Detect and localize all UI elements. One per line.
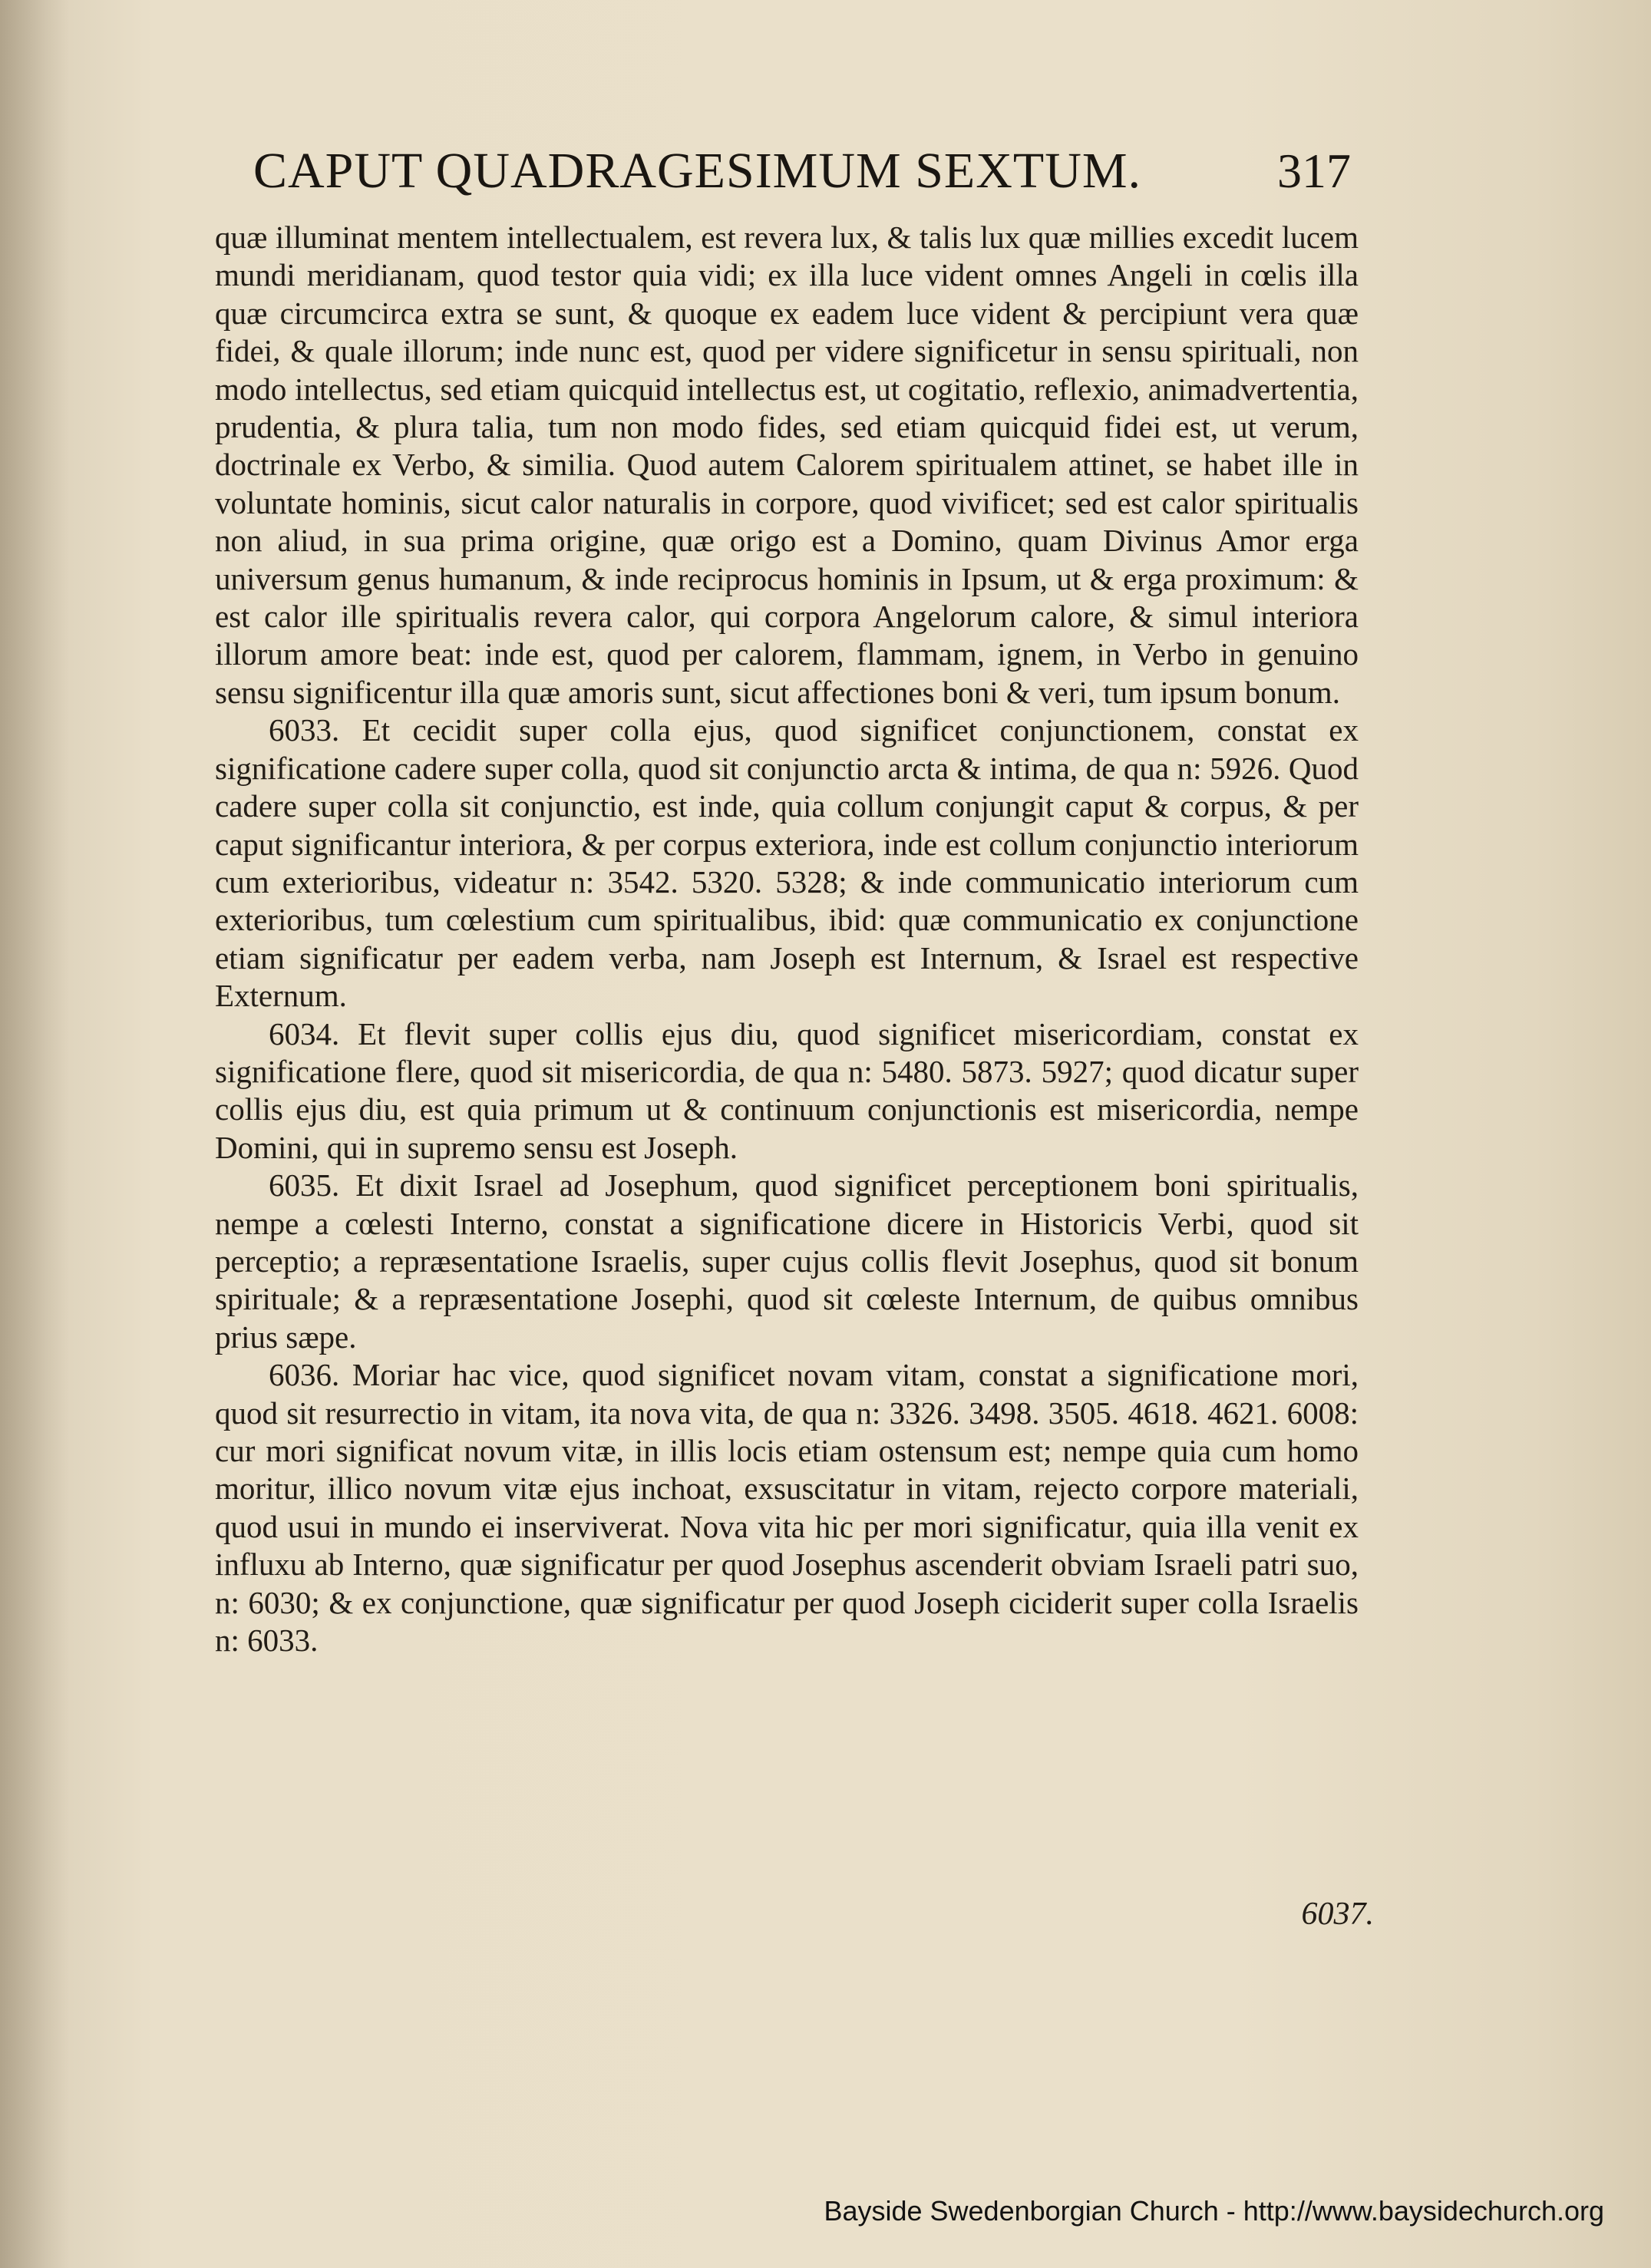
watermark-credit: Bayside Swedenborgian Church - http://www.baysidechurch.org [824, 2195, 1604, 2227]
paragraph-6036: 6036. Moriar hac vice, quod significet novam vitam, constat a significatione mori, quod sit resurrectio in vitam, ita nova vita, de qua n: 3326. 3498. 3505. 4618. 4621. 6008: cur mori significat novum vitæ, in illis locis etiam ostensum est; nempe quia cum homo moritur, illico novum vitæ ejus inchoat, exsuscitatur in vitam, rejecto corpore materiali, quod usui in mundo ei inserviverat. Nova vita hic per mori significatur, quia illa venit ex influxu ab Interno, quæ significatur per quod Josephus ascenderit obviam Israeli patri suo, n: 6030; & ex conjunctione, quæ significatur per quod Joseph ciciderit super colla Israelis n: 6033. [215, 1357, 1359, 1659]
body-text [215, 219, 1359, 1659]
paragraph-continuation: quæ illuminat mentem intellectualem, est revera lux, & talis lux quæ millies excedit lucem mundi meridianam, quod testor quia vidi; ex illa luce vident omnes Angeli in cœlis illa quæ circumcirca extra se sunt, & quoque ex eadem luce vident & percipiunt vera quæ fidei, & quale illorum; inde nunc est, quod per videre significetur in sensu spirituali, non modo intellectus, sed etiam quicquid intellectus est, ut cogitatio, reflexio, animadvertentia, prudentia, & plura talia, tum non modo fides, sed etiam quicquid fidei est, ut verum, doctrinale ex Verbo, & similia. Quod autem Calorem spiritualem attinet, se habet ille in voluntate hominis, sicut calor naturalis in corpore, quod vivificet; sed est calor spiritualis non aliud, in sua prima origine, quæ origo est a Domino, quam Divinus Amor erga universum genus humanum, & inde reciprocus hominis in Ipsum, ut & erga proximum: & est calor ille spiritualis revera calor, qui corpora Angelorum calore, & simul interiora illorum amore beat: inde est, quod per calorem, flammam, ignem, in Verbo in genuino sensu significentur illa quæ amoris sunt, sicut affectiones boni & veri, tum ipsum bonum. [215, 220, 1359, 710]
paragraph-6033: 6033. Et cecidit super colla ejus, quod significet conjunctionem, constat ex significatione cadere super colla, quod sit conjunctio arcta & intima, de qua n: 5926. Quod cadere super colla sit conjunctio, est inde, quia collum conjungit caput & corpus, & per caput significantur interiora, & per corpus exteriora, inde est collum conjunctio interiorum cum exterioribus, videatur n: 3542. 5320. 5328; & inde communicatio interiorum cum exterioribus, tum cœlestium cum spiritualibus, ibid: quæ communicatio ex conjunctione etiam significatur per eadem verba, nam Joseph est Internum, & Israel est respective Externum. [215, 712, 1359, 1014]
catchword: 6037. [1301, 1897, 1374, 1932]
running-head [253, 142, 1351, 211]
paragraph-6035: 6035. Et dixit Israel ad Josephum, quod significet perceptionem boni spiritualis, nempe a cœlesti Interno, constat a significatione dicere in Historicis Verbi, quod sit perceptio; a repræsentatione Israelis, super cujus collis flevit Josephus, quod sit bonum spirituale; & a repræsentatione Josephi, quod sit cœleste Internum, de quibus omnibus prius sæpe. [215, 1167, 1359, 1355]
spine-shadow [0, 0, 69, 2268]
page-number: 317 [1277, 144, 1351, 198]
chapter-title: CAPUT QUADRAGESIMUM SEXTUM. [253, 143, 1142, 199]
paragraph-6034: 6034. Et flevit super collis ejus diu, quod significet misericordiam, constat ex significatione flere, quod sit misericordia, de qua n: 5480. 5873. 5927; quod dicatur super collis ejus diu, est quia primum ut & continuum conjunctionis est misericordia, nempe Domini, qui in supremo sensu est Joseph. [215, 1015, 1359, 1165]
